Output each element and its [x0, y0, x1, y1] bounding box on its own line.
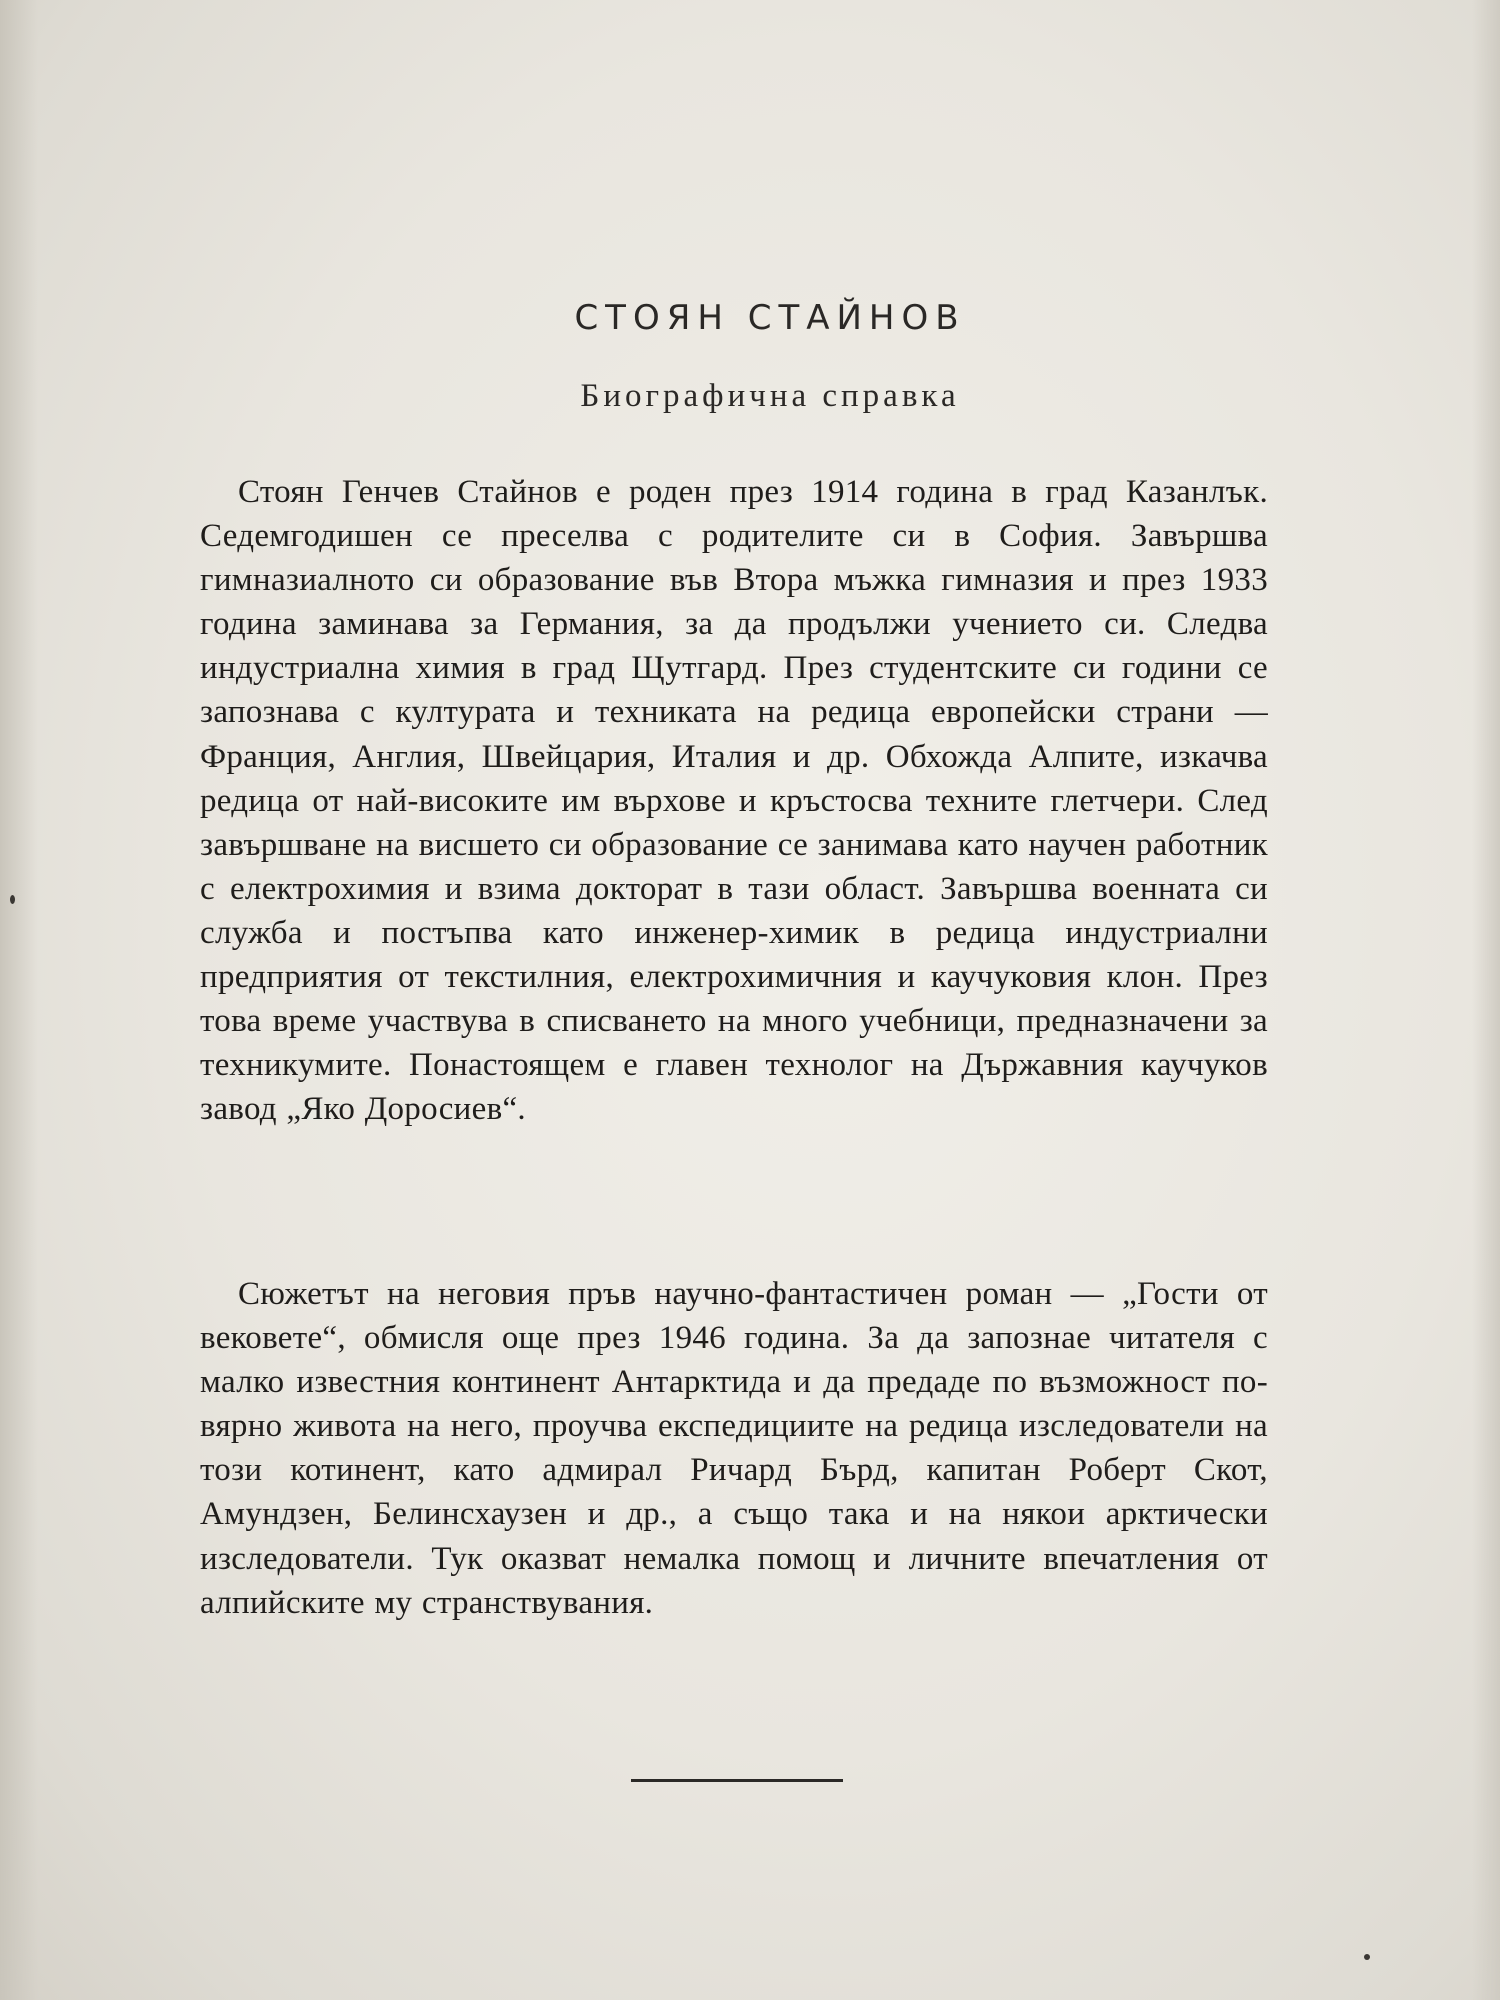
end-divider-line	[631, 1779, 843, 1782]
section-subtitle: Биографична справка	[580, 378, 960, 414]
paper-speck	[1364, 1954, 1370, 1960]
biography-paragraph-1: Стоян Генчев Стайнов е роден през 1914 година в град Казанлък. Седемгодишен се преселва с родителите си в София. Завършва гимназиалното си образование във Втора мъжка гимназия и през 1933 година заминава за Германия, за да продължи учението си. Следва индустриална химия в град Щутгард. През студентските си години се запознава с културата и техниката на редица европейски страни — Франция, Англия, Швейцария, Италия и др. Обхожда Алпите, изкачва редица от най-високите им върхове и кръстосва техните глетчери. След завършване на висшето си образование се занимава като научен работник с електрохимия и взима докторат в тази област. Завършва военната си служба и постъпва като инженер-химик в редица индустриални предприятия от текстилния, електрохимичния и каучуковия клон. През това време участвува в списването на много учебници, предназначени за техникумите. Понастоящем е главен технолог на Държавния каучуков завод „Яко Доросиев“.	[200, 474, 1268, 1128]
paper-speck	[10, 895, 15, 904]
author-heading: СТОЯН СТАЙНОВ	[574, 298, 966, 338]
biography-paragraph-2: Сюжетът на неговия пръв научно-фантастичен роман — „Гости от вековете“, обмисля още през 1946 година. За да запознае читателя с малко известния континент Антарктида и да предаде по възможност по-вярно живота на него, проучва експедициите на редица изследователи на този котинент, като адмирал Ричард Бърд, капитан Роберт Скот, Амундзен, Белинсхаузен и др., а също така и на някои арктически изследователи. Тук оказват немалка помощ и личните впечатления от алпийските му странствувания.	[200, 1276, 1268, 1621]
